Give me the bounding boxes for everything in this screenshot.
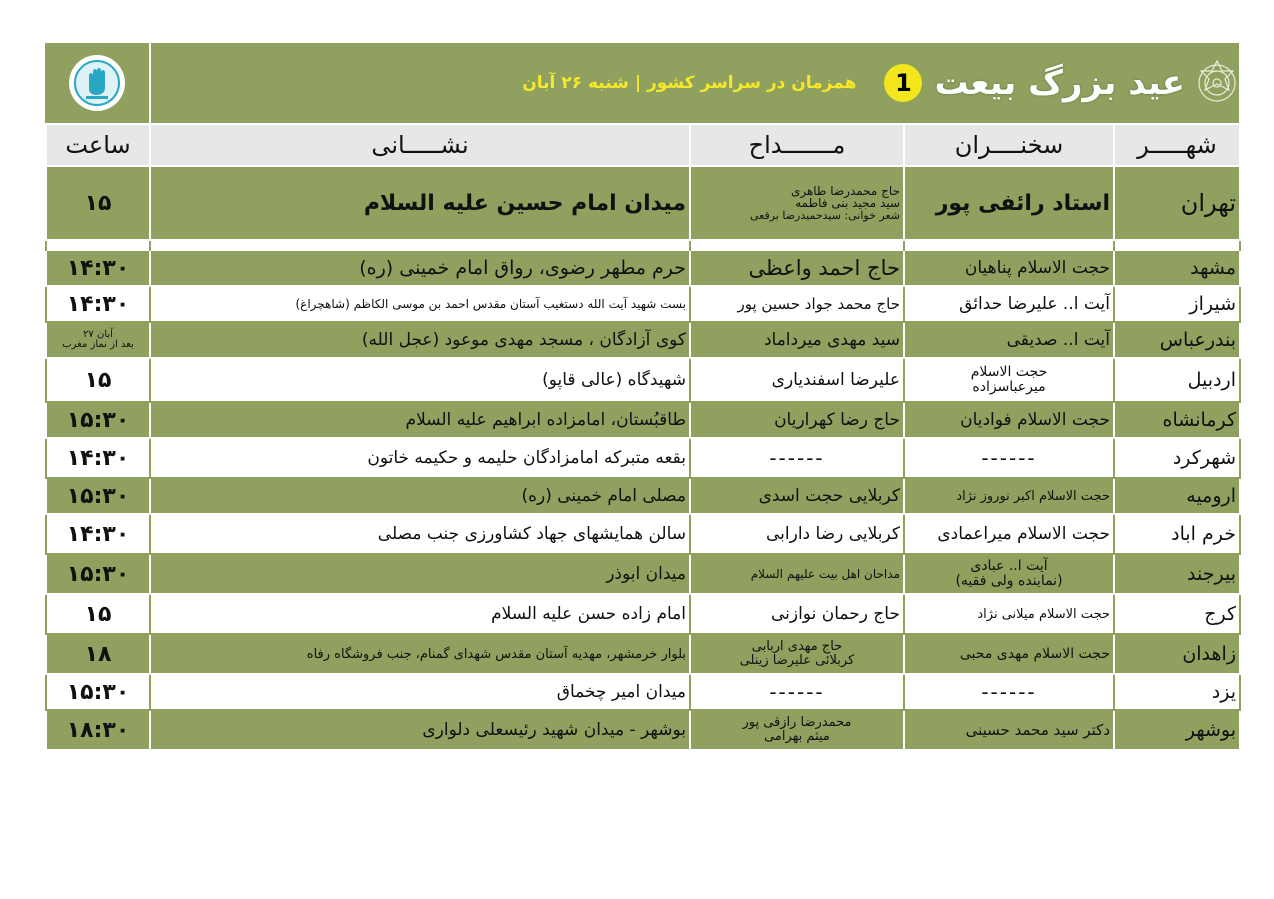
table-row xyxy=(46,438,1240,478)
city-cell: کرمانشاه xyxy=(1114,402,1240,438)
maddah-name: حاج محمدرضا طاهری xyxy=(790,183,900,198)
city-cell: بیرجند xyxy=(1114,554,1240,594)
address-cell: میدان ابوذر xyxy=(150,554,690,594)
schedule-table xyxy=(45,123,1241,751)
maddah-cell: کربلایی حجت اسدی xyxy=(690,478,904,514)
speaker-line: (نماینده ولی فقیه) xyxy=(955,573,1063,589)
col-header-maddah: مـــــــداح xyxy=(690,124,904,166)
maddah-cell: حاج احمد واعظی xyxy=(690,250,904,286)
table-row xyxy=(46,710,1240,750)
address-cell: میدان امام حسین علیه السلام xyxy=(150,166,690,240)
time-cell: ۱۵ xyxy=(46,594,150,634)
maddah-cell: حاج رحمان نوازنی xyxy=(690,594,904,634)
banner xyxy=(45,43,1239,123)
address-cell: مصلی امام خمینی (ره) xyxy=(150,478,690,514)
city-cell: بوشهر xyxy=(1114,710,1240,750)
speaker-cell: حجت الاسلام میلانی نژاد xyxy=(904,594,1114,634)
time-cell: ۱۸ xyxy=(46,634,150,674)
time-cell: ۱۵:۳۰ xyxy=(46,402,150,438)
speaker-cell: حجت الاسلام میراعمادی xyxy=(904,514,1114,554)
address-cell: حرم مطهر رضوی، رواق امام خمینی (ره) xyxy=(150,250,690,286)
city-cell: یزد xyxy=(1114,674,1240,710)
address-cell: بقعه متبرکه امامزادگان حلیمه و حکیمه خاتون xyxy=(150,438,690,478)
table-row xyxy=(46,514,1240,554)
speaker-cell xyxy=(904,554,1114,594)
time-cell: ۱۵:۳۰ xyxy=(46,674,150,710)
time-note: بعد از نماز مغرب xyxy=(62,339,134,350)
table-row xyxy=(46,634,1240,674)
maddah-cell: مداحان اهل بیت علیهم السلام xyxy=(690,554,904,594)
speaker-cell: ------ xyxy=(904,438,1114,478)
event-title: عید بزرگ بیعت xyxy=(934,63,1185,103)
maddah-name: کربلائی علیرضا زینلی xyxy=(739,653,855,668)
city-cell: ارومیه xyxy=(1114,478,1240,514)
table-row xyxy=(46,250,1240,286)
speaker-cell: استاد رائفی پور xyxy=(904,166,1114,240)
time-cell: ۱۴:۳۰ xyxy=(46,514,150,554)
address-cell: میدان امیر چخماق xyxy=(150,674,690,710)
speaker-cell xyxy=(904,358,1114,402)
city-cell: شیراز xyxy=(1114,286,1240,322)
table-row xyxy=(46,402,1240,438)
city-cell: شهرکرد xyxy=(1114,438,1240,478)
time-cell: ۱۴:۳۰ xyxy=(46,438,150,478)
table-row xyxy=(46,478,1240,514)
city-cell: اردبیل xyxy=(1114,358,1240,402)
maddah-name: حاج مهدی اربابی xyxy=(751,639,843,655)
address-cell: کوی آزادگان ، مسجد مهدی موعود (عجل الله) xyxy=(150,322,690,358)
address-cell: سالن همایشهای جهاد کشاورزی جنب مصلی xyxy=(150,514,690,554)
speaker-cell: ------ xyxy=(904,674,1114,710)
table-row xyxy=(46,358,1240,402)
time-cell: ۱۸:۳۰ xyxy=(46,710,150,750)
ornament-icon xyxy=(1191,55,1237,111)
address-cell: طاقبُستان، امامزاده ابراهیم علیه السلام xyxy=(150,402,690,438)
city-cell: بندرعباس xyxy=(1114,322,1240,358)
table-row xyxy=(46,322,1240,358)
city-cell: مشهد xyxy=(1114,250,1240,286)
brand xyxy=(522,43,1239,123)
table-header-row xyxy=(46,124,1240,166)
time-cell xyxy=(46,322,150,358)
address-cell: شهیدگاه (عالی قاپو) xyxy=(150,358,690,402)
maddah-cell xyxy=(690,166,904,240)
maddah-cell: حاج محمد جواد حسین پور xyxy=(690,286,904,322)
address-cell: بلوار خرمشهر، مهدیه آستان مقدس شهدای گمنام، جنب فروشگاه رفاه xyxy=(150,634,690,674)
maddah-name: میثم بهرامی xyxy=(764,729,830,744)
table-row xyxy=(46,594,1240,634)
hand-emblem-icon xyxy=(72,58,122,108)
speaker-cell: حجت الاسلام اکبر نوروز نژاد xyxy=(904,478,1114,514)
city-cell: زاهدان xyxy=(1114,634,1240,674)
speaker-line: آیت ا.. عبادی xyxy=(970,558,1048,575)
city-cell: کرج xyxy=(1114,594,1240,634)
address-cell: بوشهر - میدان شهید رئیسعلی دلواری xyxy=(150,710,690,750)
maddah-cell xyxy=(690,710,904,750)
maddah-cell: کربلایی رضا دارابی xyxy=(690,514,904,554)
col-header-speakers: سخنــــران xyxy=(904,124,1114,166)
maddah-cell: ------ xyxy=(690,438,904,478)
speaker-line: حجت الاسلام xyxy=(970,364,1048,381)
speaker-cell: حجت الاسلام مهدی محبی xyxy=(904,634,1114,674)
speaker-cell: آیت ا.. صدیقی xyxy=(904,322,1114,358)
time-cell: ۱۵ xyxy=(46,358,150,402)
time-cell: ۱۵:۳۰ xyxy=(46,554,150,594)
number-badge: 1 xyxy=(884,64,922,102)
city-cell: خرم اباد xyxy=(1114,514,1240,554)
address-cell: بست شهید آیت الله دستغیب آستان مقدس احمد بن موسی الکاظم (شاهچراغ) xyxy=(150,286,690,322)
maddah-cell: ------ xyxy=(690,674,904,710)
time-cell: ۱۵:۳۰ xyxy=(46,478,150,514)
time-cell: ۱۴:۳۰ xyxy=(46,250,150,286)
speaker-cell: آیت ا.. علیرضا حدائق xyxy=(904,286,1114,322)
speaker-cell: حجت الاسلام فوادیان xyxy=(904,402,1114,438)
table-row xyxy=(46,674,1240,710)
maddah-cell: سید مهدی میرداماد xyxy=(690,322,904,358)
col-header-time: ساعت xyxy=(46,124,150,166)
speaker-line: میرعباسزاده xyxy=(972,379,1046,395)
city-cell: تهران xyxy=(1114,166,1240,240)
logo-cell xyxy=(45,43,151,123)
time-cell: ۱۵ xyxy=(46,166,150,240)
program-sheet xyxy=(43,43,1239,751)
maddah-name: سید مجید بنی فاطمه xyxy=(795,196,900,211)
maddah-name: شعر خوانی: سیدحمیدرضا برقعی xyxy=(750,208,900,222)
table-row xyxy=(46,166,1240,240)
maddah-cell xyxy=(690,634,904,674)
maddah-cell: حاج رضا کهراریان xyxy=(690,402,904,438)
row-spacer xyxy=(46,240,1240,250)
table-row xyxy=(46,554,1240,594)
col-header-city: شهـــــر xyxy=(1114,124,1240,166)
event-subtitle: همزمان در سراسر کشور | شنبه ۲۶ آبان xyxy=(522,73,857,93)
speaker-cell: حجت الاسلام پناهیان xyxy=(904,250,1114,286)
maddah-cell: علیرضا اسفندیاری xyxy=(690,358,904,402)
col-header-address: نشـــــانی xyxy=(150,124,690,166)
time-cell: ۱۴:۳۰ xyxy=(46,286,150,322)
organization-logo xyxy=(69,55,125,111)
time-date: ۲۷ آبان xyxy=(83,328,113,340)
table-row xyxy=(46,286,1240,322)
speaker-cell: دکتر سید محمد حسینی xyxy=(904,710,1114,750)
address-cell: امام زاده حسن علیه السلام xyxy=(150,594,690,634)
maddah-name: محمدرضا رازقی پور xyxy=(742,715,852,731)
